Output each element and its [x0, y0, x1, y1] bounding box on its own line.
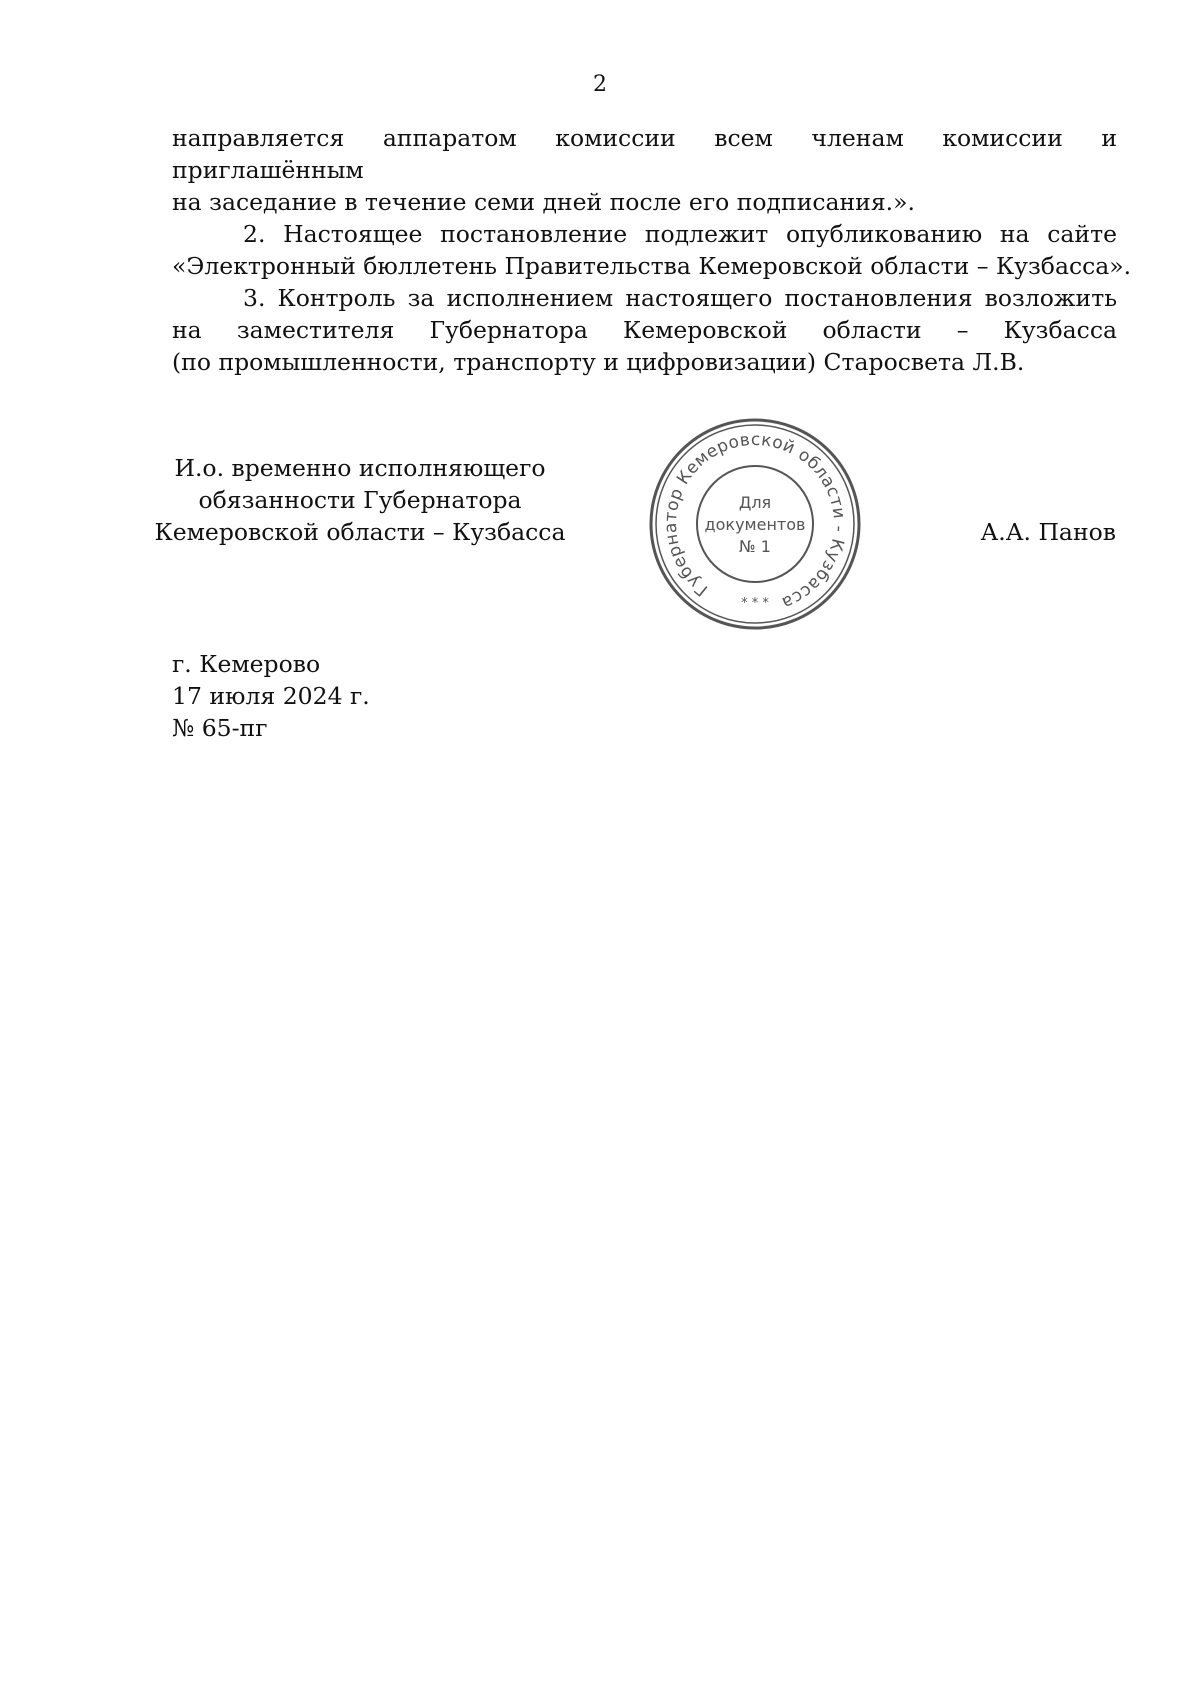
seal-graphic: [645, 414, 865, 634]
page-number: 2: [593, 72, 607, 97]
seal-center-line-3: № 1: [739, 537, 771, 556]
clause-2-line-2: «Электронный бюллетень Правительства Кемеровской области – Кузбасса».: [172, 252, 1132, 280]
signatory-title: [150, 452, 570, 548]
body-line-1: направляется аппаратом комиссии всем членам комиссии и приглашённым: [172, 124, 1117, 184]
document-body: [172, 122, 1132, 378]
body-line-2: на заседание в течение семи дней после его подписания.».: [172, 188, 915, 216]
issue-details: [172, 648, 370, 744]
clause-3-line-3: (по промышленности, транспорту и цифровизации) Старосвета Л.В.: [172, 348, 1025, 376]
signatory-title-line-1: И.о. временно исполняющего: [174, 454, 546, 482]
clause-2-line-1: 2. Настоящее постановление подлежит опубликованию на сайте: [243, 220, 1117, 248]
clause-3-line-2: на заместителя Губернатора Кемеровской области – Кузбасса: [172, 316, 1117, 344]
signatory-title-line-2: обязанности Губернатора: [198, 486, 522, 514]
seal-ring-text: Губернатор Кемеровской области - Кузбасса: [660, 429, 850, 613]
signatory-name: А.А. Панов: [980, 518, 1116, 546]
issue-number: № 65-пг: [172, 714, 268, 742]
signatory-title-line-3: Кемеровской области – Кузбасса: [154, 518, 566, 546]
seal-stars: * * *: [741, 596, 769, 611]
issue-city: г. Кемерово: [172, 650, 321, 678]
seal-center-line-2: документов: [704, 515, 806, 534]
seal-center-line-1: Для: [738, 493, 772, 512]
clause-3-line-1: 3. Контроль за исполнением настоящего постановления возложить: [243, 284, 1117, 312]
issue-date: 17 июля 2024 г.: [172, 682, 370, 710]
official-seal: [645, 414, 865, 634]
